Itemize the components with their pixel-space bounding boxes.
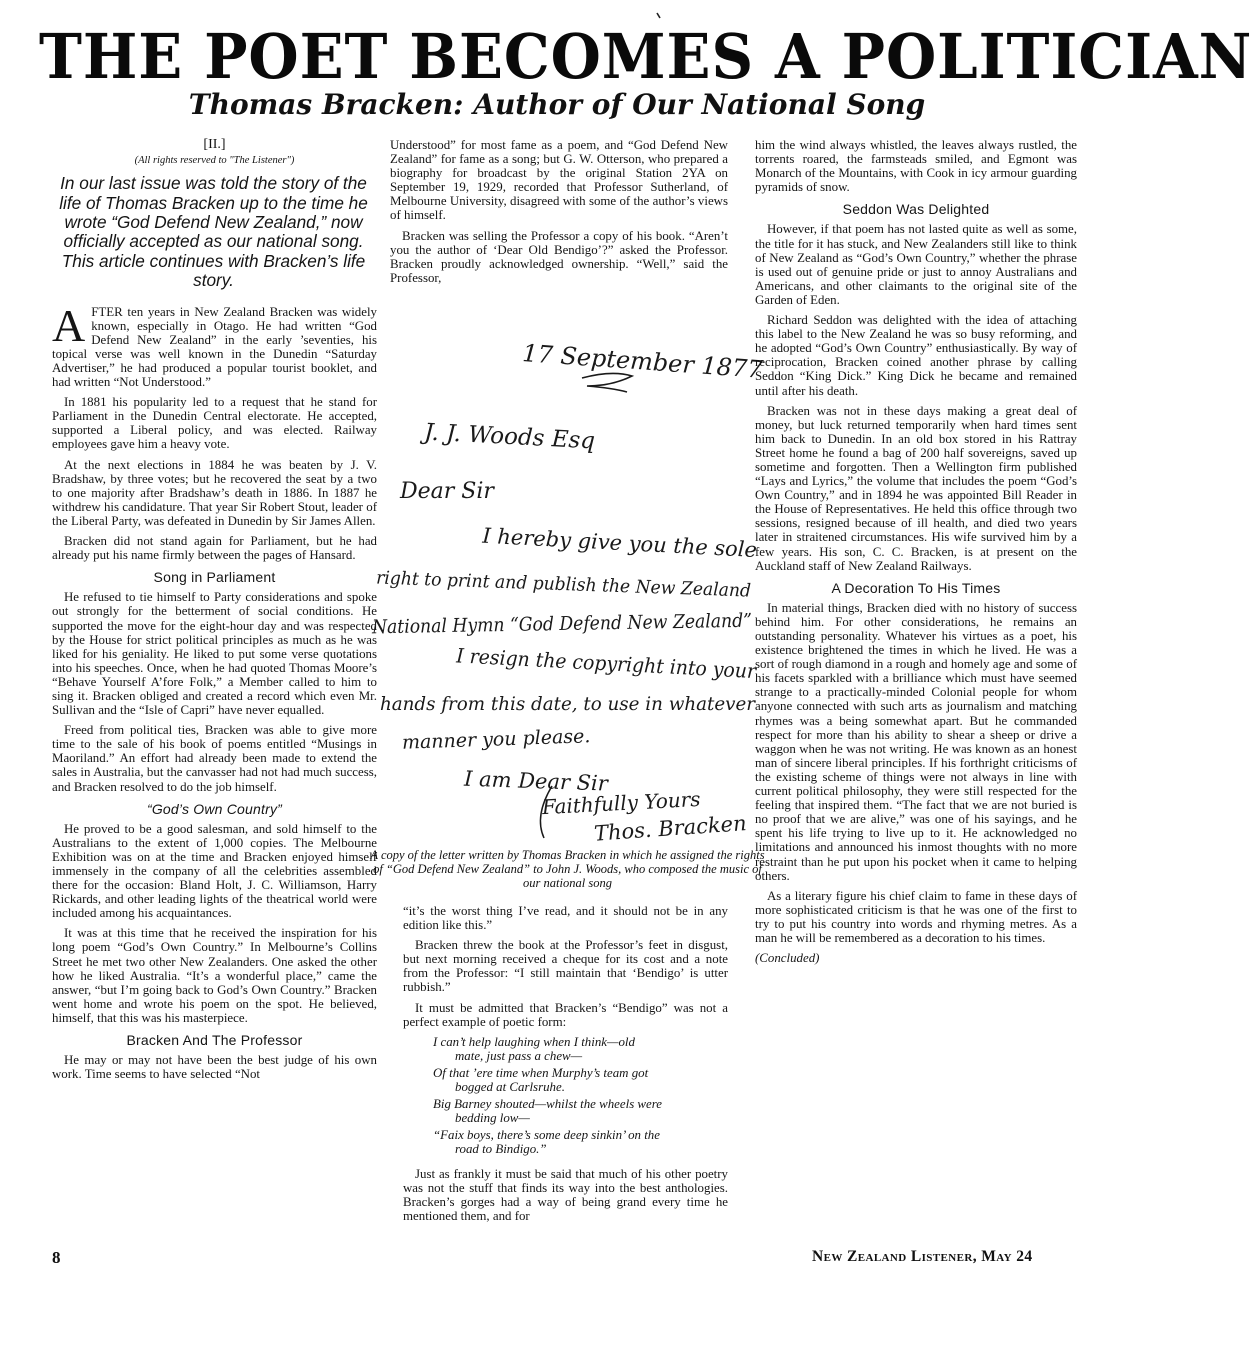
paragraph: It must be admitted that Bracken’s “Bendigo” was not a perfect example of poetic form: bbox=[403, 1000, 728, 1029]
section-heading-parliament: Song in Parliament bbox=[153, 569, 276, 586]
verse-line: bedding low— bbox=[455, 1111, 530, 1126]
paragraph: In 1881 his popularity led to a request that he stand for Parliament in the Dunedin Central electorate. He accepted, supported a Liberal policy, and was elected. Railway employees gave him a heavy vote. bbox=[52, 395, 377, 452]
letter-body-line: I resign the copyright into your bbox=[455, 643, 775, 685]
section-heading-professor: Bracken And The Professor bbox=[126, 1032, 303, 1049]
paragraph: Bracken was not in these days making a great deal of money, but luck returned temporarily when hard times sent him back to Dunedin. In an old box stored in his Rattray Street home he found a bag of 200 half sovereigns, saved up sometime and forgotten. Then a Wellington firm published “Lays and Lyrics,” the volume that includes the poem “God’s Own Country,” and in 1894 he was appointed Bill Reader in the House of Representatives. He held this office through two sessions, resigned because of ill health, and died two years later in straitened circumstances. His wife survived him by a few years. His son, C. C. Bracken, is at present on the Auckland staff of New Zealand Railways. bbox=[755, 403, 1077, 573]
headline: THE POET BECOMES A POLITICIAN bbox=[38, 20, 1252, 93]
paragraph: him the wind always whistled, the leaves always rustled, the torrents roared, the farmsteads smiled, and Egmont was Monarch of the Mountains, with Cook in icy armour guarding pyramids of snow. bbox=[755, 138, 1077, 195]
verse-line: bogged at Carlsruhe. bbox=[455, 1080, 565, 1095]
paragraph: It was at this time that he received the inspiration for his long poem “God’s Own Country.” In Melbourne’s Collins Street he met two other New Zealanders. One asked the other how he liked Australia. “It’s a wonderful place,” came the answer, “but I’m going back to God’s Own Country.” Bracken went home and wrote his poem on the spot. He believed, himself, that this was his masterpiece. bbox=[52, 926, 377, 1025]
paragraph: Bracken did not stand again for Parliament, but he had already put his name firmly between the pages of Hansard. bbox=[52, 534, 377, 563]
mark-tick bbox=[656, 12, 661, 20]
paragraph: Bracken was selling the Professor a copy of his book. “Aren’t you the author of ‘Dear Old Bendigo’?” asked the Professor. Bracken proudly acknowledged ownership. “Well,” said the Professor, bbox=[390, 228, 728, 285]
letter-flourish bbox=[582, 373, 632, 392]
paragraph: He may or may not have been the best judge of his own work. Time seems to have selected “Not bbox=[52, 1053, 377, 1082]
paragraph-text: FTER ten years in New Zealand Bracken was widely known, especially in Otago. He had written “God Defend New Zealand” in the early ’seventies, his topical verse was well known in the Dunedin “Saturday Advertiser,” he had produced a popular tourist booklet, and had written “Not Understood.” bbox=[52, 304, 377, 390]
verse-line: mate, just pass a chew— bbox=[455, 1048, 583, 1063]
paragraph: Bracken threw the book at the Professor’s feet in disgust, but next morning received a cheque for its cost and a note from the Professor: “I still maintain that ‘Bendigo’ is utter rubbish.” bbox=[403, 938, 728, 995]
letter-salutation: Dear Sir bbox=[400, 479, 494, 504]
column-1 bbox=[52, 138, 377, 1087]
letter-date: 17 September 1877 bbox=[521, 339, 764, 384]
letter-closing-2: Faithfully Yours bbox=[541, 786, 702, 820]
paragraph: Understood” for most fame as a poem, and “God Defend New Zealand” for fame as a song; but G. W. Otterson, who prepared a biography for broadcast by the original Station 2YA on September 19, 1929, recorded that Professor Sutherland, of Melbourne University, disagreed with some of the author’s views of himself. bbox=[390, 138, 728, 223]
verse-line: “Faix boys, there’s some deep sinkin’ on the bbox=[433, 1128, 660, 1143]
column-2-top bbox=[390, 138, 728, 291]
concluded-note: (Concluded) bbox=[755, 951, 820, 966]
paragraph bbox=[52, 299, 377, 390]
letter-body-line: right to print and publish the New Zealand bbox=[375, 567, 770, 603]
page-number: 8 bbox=[52, 1248, 61, 1267]
paragraph: He refused to tie himself to Party considerations and spoke out strongly for the betterment of social conditions. He supported the move for the eight-hour day and was respected by the House for strict political principles as much as he was liked for his geniality. He liked to put some verse quotations into his speeches. Once, when he had quoted Thomas Moore’s “Behave Yourself A’fore Folk,” a Member called to him to sing it. Bracken obliged and created a record which even Mr. Sullivan and the “Isle of Capri” have never equalled. bbox=[52, 590, 377, 718]
verse-line: I can’t help laughing when I think—old bbox=[433, 1034, 635, 1049]
letter-caption: A copy of the letter written by Thomas Bracken in which he assigned the rights of “God Defend New Zealand” to John J. Woods, who composed the music of our national song bbox=[370, 848, 765, 890]
verse-line: Big Barney shouted—whilst the wheels were bbox=[433, 1097, 663, 1112]
paragraph: As a literary figure his chief claim to fame in these days of more sophisticated criticism is that he was one of the first to try to put his country into words and rhyming metres. As a man he will be remembered as a decoration to his times. bbox=[755, 888, 1077, 945]
paragraph: At the next elections in 1884 he was beaten by J. V. Bradshaw, by three votes; but he recovered the seat by a two to one majority after Bradshaw’s death in 1886. In 1887 he withdrew his candidature. That year Sir Robert Stout, leader of the Liberal Party, was defeated in Dunedin by Sir James Allen. bbox=[52, 457, 377, 528]
letter-signature: Thos. Bracken bbox=[593, 811, 748, 846]
letter-body-line: I hereby give you the sole bbox=[481, 523, 758, 563]
handwritten-letter bbox=[371, 318, 792, 848]
paragraph: However, if that poem has not lasted quite as well as some, the title for it has stuck, and New Zealanders still like to think of New Zealand as “God’s Own Country,” whether the phrase is used out of genuine pride or just to annoy Australians and Americans, and other claimants to the original site of the Garden of Eden. bbox=[755, 222, 1077, 307]
paragraph: In material things, Bracken died with no history of success behind him. For other considerations, he remains an outstanding personality. Whatever his virtues as a poet, his existence brightened the times in which he lived. He was a sort of rough diamond in a rough and homely age and some of his facets sparkled with a brilliance which must have seemed strange to a practically-minded Colonial people for whom anyone connected with such arts as journalism and matching rhymes was a being somewhat apart. But he commanded respect for more than his ability to shear a sheep or drive a waggon when he was not writing. He was known as an honest man of sincere liberal principles. If his forthright criticisms of the existing scheme of things were not always in line with current political philosophy, they were still respected for the feeling that inspired them. “The fact that we are not buried is no proof that we are alive,” was one of his sayings, and he spent his life trying to live up to it. He acknowledged no limitations and announced his inmost thoughts with no more restraint than he put upon his pocket when it came to helping others. bbox=[755, 600, 1077, 883]
paragraph: He proved to be a good salesman, and sold himself to the Australians to the extent of 1,000 copies. The Melbourne Exhibition was on at the time and Bracken enjoyed himself immensely in the company of all the celebrities assembled there for the occasion: Bland Holt, J. C. Williamson, Harry Rickards, and other leading lights of the theatrical world were included among his acquaintances. bbox=[52, 821, 377, 921]
intro-paragraph: In our last issue was told the story of the life of Thomas Bracken up to the time he wrote “God Defend New Zealand,” now officially accepted as our national song. This article continues with Bracken’s life story. bbox=[59, 173, 368, 291]
rights-notice: (All rights reserved to "The Listener") bbox=[134, 155, 295, 167]
letter-body-line: hands from this date, to use in whatever bbox=[380, 693, 757, 715]
paragraph: Richard Seddon was delighted with the idea of attaching this label to the New Zealand he was so busy reforming, and he adopted “God’s Own Country” enthusiastically. By way of reciprocation, Bracken coined another phrase by calling Seddon “King Dick.” King Dick he became and remained until after his death. bbox=[755, 313, 1077, 398]
verse-line: Of that ’ere time when Murphy’s team got bbox=[433, 1065, 649, 1080]
section-heading-seddon: Seddon Was Delighted bbox=[842, 201, 990, 218]
section-heading-decoration: A Decoration To His Times bbox=[831, 579, 1001, 596]
verse-quotation bbox=[433, 1035, 728, 1157]
column-3 bbox=[755, 138, 1077, 971]
series-marker: [II.] bbox=[203, 137, 226, 152]
letter-body-line: manner you please. bbox=[401, 725, 591, 754]
column-2-bottom bbox=[403, 904, 728, 1229]
drop-cap: A bbox=[52, 299, 86, 351]
verse-line: road to Bindigo.” bbox=[455, 1142, 547, 1157]
letter-closing-1: I am Dear Sir bbox=[463, 766, 609, 796]
letter-body-line: National Hymn “God Defend New Zealand” bbox=[371, 608, 792, 639]
paragraph: “it’s the worst thing I’ve read, and it should not be in any edition like this.” bbox=[403, 904, 728, 933]
letter-addressee: J. J. Woods Esq bbox=[423, 419, 596, 455]
publication-footer: New Zealand Listener, May 24 bbox=[812, 1248, 1033, 1265]
paragraph: Freed from political ties, Bracken was able to give more time to the sale of his book of poems entitled “Musings in Maoriland.” An effort had already been made to extend the sales in Australia, but the canvasser had not had much success, and Bracken resolved to do the job himself. bbox=[52, 723, 377, 794]
subheadline: Thomas Bracken: Author of Our National Song bbox=[188, 88, 926, 121]
paragraph: Just as frankly it must be said that much of his other poetry was not the stuff that finds its way into the best anthologies. Bracken’s gorges had a way of being grand every time he mentioned them, and for bbox=[403, 1166, 728, 1223]
section-heading-gods-own-country: “God’s Own Country” bbox=[146, 800, 283, 817]
